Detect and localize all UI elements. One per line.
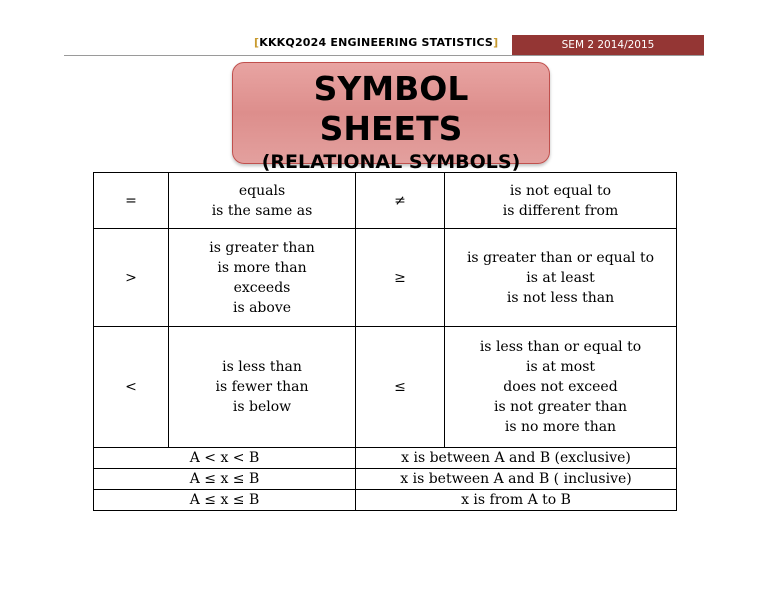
header-divider [64,55,704,56]
meaning-line: is at least [526,269,595,286]
symbol-cell: ≠ [356,173,445,229]
meaning-cell [169,327,356,448]
meaning-line: equals [238,182,286,199]
course-title: KKKQ2024 ENGINEERING STATISTICS [259,36,494,49]
meaning-line: is more than [217,259,307,276]
meaning-cell [445,173,677,229]
range-meaning: x is between A and B ( inclusive) [356,469,677,490]
meaning-line: does not exceed [503,379,618,395]
range-meaning: x is from A to B [356,490,677,511]
symbol-cell: ≥ [356,229,445,327]
range-row [94,448,677,469]
symbol-cell: > [94,229,169,327]
meaning-line: is at most [525,359,596,375]
meaning-cell [445,327,677,448]
meaning-cell [169,229,356,327]
meaning-line: is fewer than [215,379,309,395]
subtitle: (RELATIONAL SYMBOLS) [261,151,521,173]
semester-badge: SEM 2 2014/2015 [512,35,704,55]
meaning-line: is not greater than [494,399,627,415]
range-row [94,490,677,511]
table-row [94,327,677,448]
meaning-line: is above [232,299,292,316]
meaning-line: is greater than [209,239,315,256]
symbol-table [93,172,677,511]
bracket-close: ] [493,36,499,49]
meaning-line: is the same as [211,202,313,219]
bracket-open: [ [254,36,260,49]
meaning-line: is no more than [504,419,617,435]
meaning-line: is below [232,399,292,415]
table-row [94,173,677,229]
meaning-line: is greater than or equal to [466,249,655,266]
table-row [94,229,677,327]
meaning-cell [169,173,356,229]
meaning-line: is not equal to [509,182,612,199]
meaning-line: exceeds [233,279,291,296]
symbol-cell: < [94,327,169,448]
symbol-cell: ≤ [356,327,445,448]
title-line-2: SHEETS [319,109,463,148]
meaning-line: is less than or equal to [479,339,642,355]
range-expression: A < x < B [94,448,356,469]
symbol-cell: = [94,173,169,229]
meaning-line: is not less than [506,289,615,306]
meaning-cell [445,229,677,327]
range-row [94,469,677,490]
meaning-line: is less than [222,359,302,375]
range-meaning: x is between A and B (exclusive) [356,448,677,469]
range-expression: A ≤ x ≤ B [94,490,356,511]
course-header [254,36,498,49]
title-line-1: SYMBOL [313,69,469,108]
range-expression: A ≤ x ≤ B [94,469,356,490]
meaning-line: is different from [502,202,619,219]
